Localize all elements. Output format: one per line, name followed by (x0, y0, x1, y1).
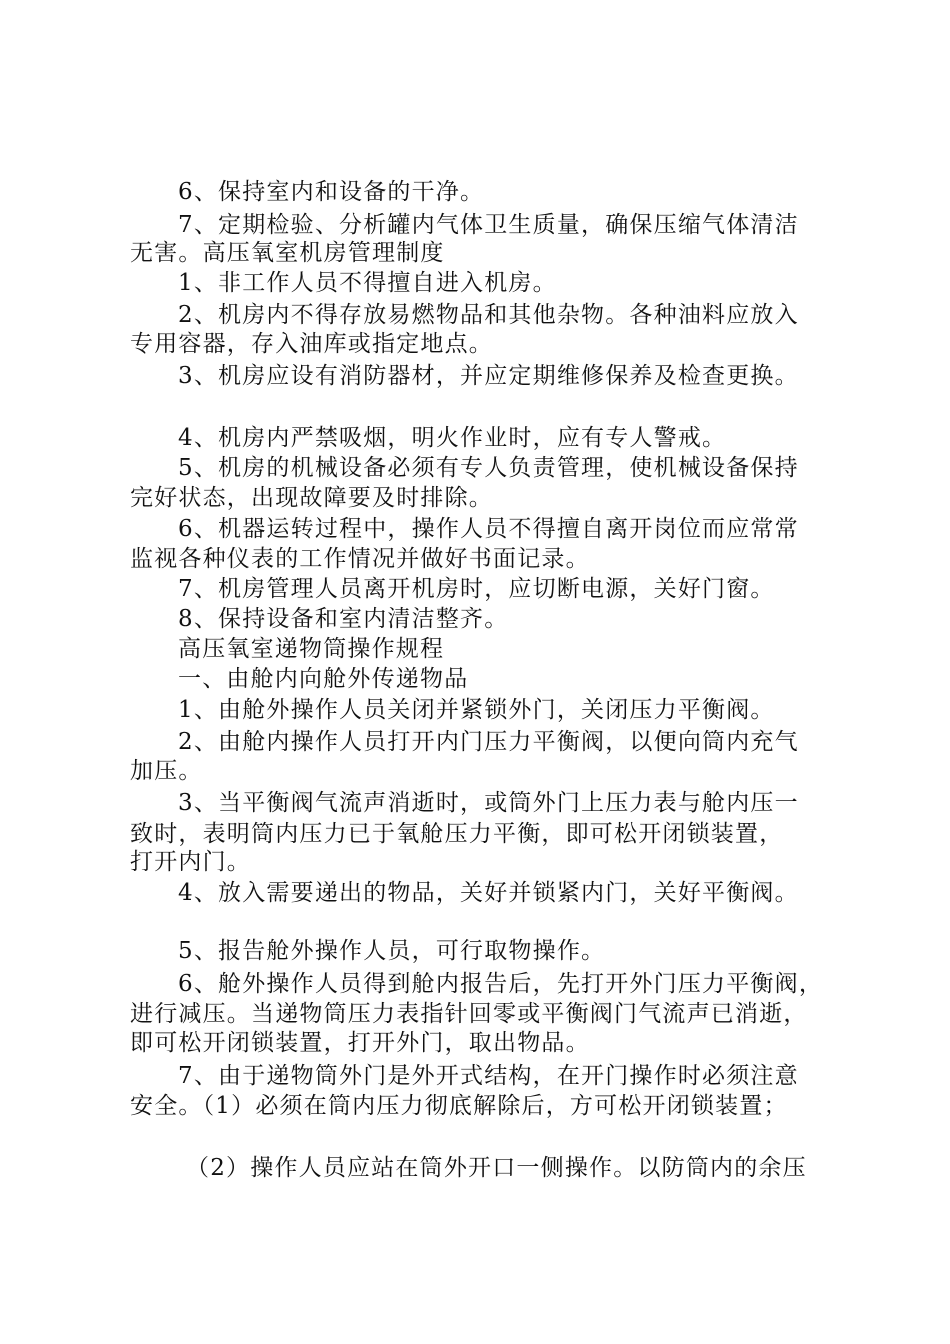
text-line: 无害。高压氧室机房管理制度 (130, 240, 445, 266)
text-line: 即可松开闭锁装置，打开外门，取出物品。 (130, 1030, 590, 1056)
text-line: 3、机房应设有消防器材，并应定期维修保养及检查更换。 (178, 363, 799, 389)
text-line: 7、机房管理人员离开机房时，应切断电源，关好门窗。 (178, 576, 775, 602)
text-line: 6、保持室内和设备的干净。 (178, 179, 485, 205)
text-line: 完好状态，出现故障要及时排除。 (130, 485, 493, 511)
text-line: 6、舱外操作人员得到舱内报告后，先打开外门压力平衡阀， (178, 971, 824, 997)
text-line: 高压氧室递物筒操作规程 (178, 636, 445, 662)
text-line: 安全。（1）必须在筒内压力彻底解除后，方可松开闭锁装置； (130, 1093, 788, 1119)
text-line: （2）操作人员应站在筒外开口一侧操作。以防筒内的余压 (186, 1155, 807, 1181)
text-line: 2、机房内不得存放易燃物品和其他杂物。各种油料应放入 (178, 302, 799, 328)
text-line: 打开内门。 (130, 849, 251, 875)
text-line: 1、非工作人员不得擅自进入机房。 (178, 270, 557, 296)
text-line: 专用容器，存入油库或指定地点。 (130, 331, 493, 357)
text-line: 7、定期检验、分析罐内气体卫生质量，确保压缩气体清洁 (178, 212, 799, 238)
text-line: 进行减压。当递物筒压力表指针回零或平衡阀门气流声已消逝， (130, 1001, 808, 1027)
text-line: 加压。 (130, 758, 203, 784)
text-line: 4、放入需要递出的物品，关好并锁紧内门，关好平衡阀。 (178, 880, 799, 906)
text-line: 8、保持设备和室内清洁整齐。 (178, 606, 509, 632)
text-line: 5、机房的机械设备必须有专人负责管理，使机械设备保持 (178, 455, 799, 481)
text-line: 1、由舱外操作人员关闭并紧锁外门，关闭压力平衡阀。 (178, 697, 775, 723)
text-line: 2、由舱内操作人员打开内门压力平衡阀，以便向筒内充气 (178, 729, 799, 755)
text-line: 4、机房内严禁吸烟，明火作业时，应有专人警戒。 (178, 425, 727, 451)
text-line: 3、当平衡阀气流声消逝时，或筒外门上压力表与舱内压一 (178, 790, 799, 816)
text-line: 一、由舱内向舱外传递物品 (178, 666, 469, 692)
text-line: 6、机器运转过程中，操作人员不得擅自离开岗位而应常常 (178, 516, 799, 542)
text-line: 5、报告舱外操作人员，可行取物操作。 (178, 938, 606, 964)
text-line: 致时，表明筒内压力已于氧舱压力平衡，即可松开闭锁装置， (130, 821, 784, 847)
text-line: 监视各种仪表的工作情况并做好书面记录。 (130, 546, 590, 572)
text-line: 7、由于递物筒外门是外开式结构，在开门操作时必须注意 (178, 1063, 799, 1089)
